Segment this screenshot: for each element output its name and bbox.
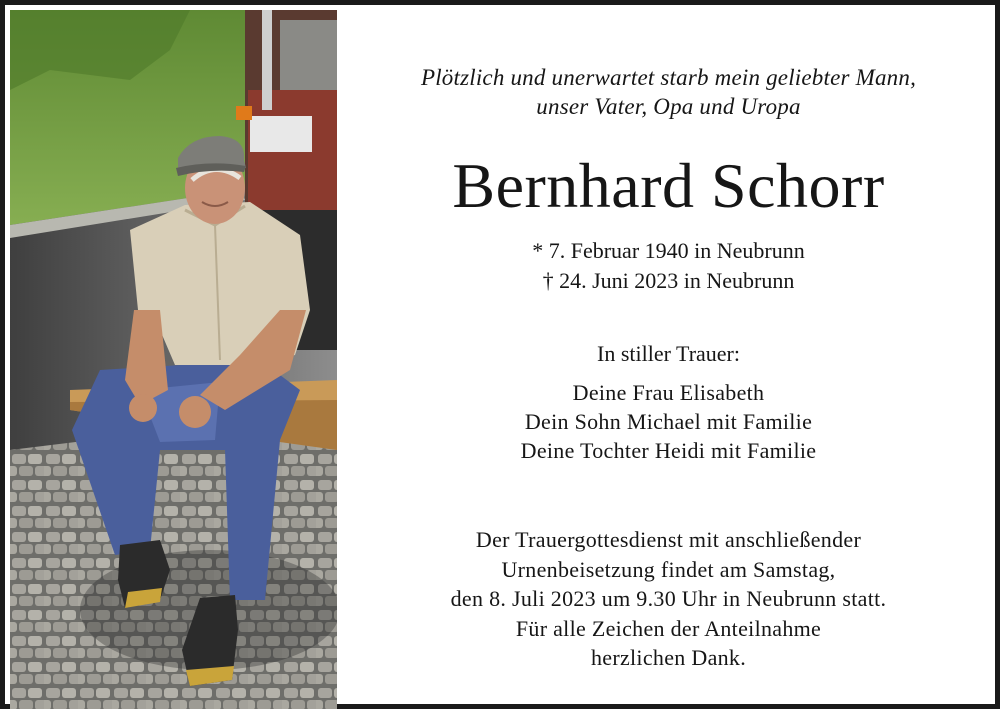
mourners-list — [337, 378, 1000, 465]
service-line: Der Trauergottesdienst mit anschließender — [475, 527, 862, 552]
mourning-intro: In stiller Trauer: — [597, 341, 740, 366]
service-line: den 8. Juli 2023 um 9.30 Uhr in Neubrunn statt. — [450, 586, 887, 611]
service-line: Für alle Zeichen der Anteilnahme — [515, 615, 822, 641]
portrait-illustration — [10, 10, 337, 709]
service-line: Urnenbeisetzung findet am Samstag, — [501, 556, 836, 582]
mourner-line: Dein Sohn Michael mit Familie — [524, 409, 813, 434]
death-date: † 24. Juni 2023 in Neubrunn — [542, 268, 795, 293]
intro-line: Plötzlich und unerwartet starb mein geliebter Mann, — [420, 65, 917, 90]
birth-date: * 7. Februar 1940 in Neubrunn — [532, 238, 805, 263]
mourner-line: Deine Tochter Heidi mit Familie — [520, 438, 817, 463]
service-announcement — [337, 525, 1000, 673]
portrait-photo — [10, 10, 337, 709]
deceased-name: Bernhard Schorr — [452, 150, 885, 221]
obituary-text — [337, 10, 1000, 709]
service-line: herzlichen Dank. — [590, 645, 747, 670]
intro-text — [337, 63, 1000, 121]
life-dates — [337, 236, 1000, 296]
mourner-line: Deine Frau Elisabeth — [572, 380, 765, 405]
intro-line: unser Vater, Opa und Uropa — [536, 94, 801, 119]
